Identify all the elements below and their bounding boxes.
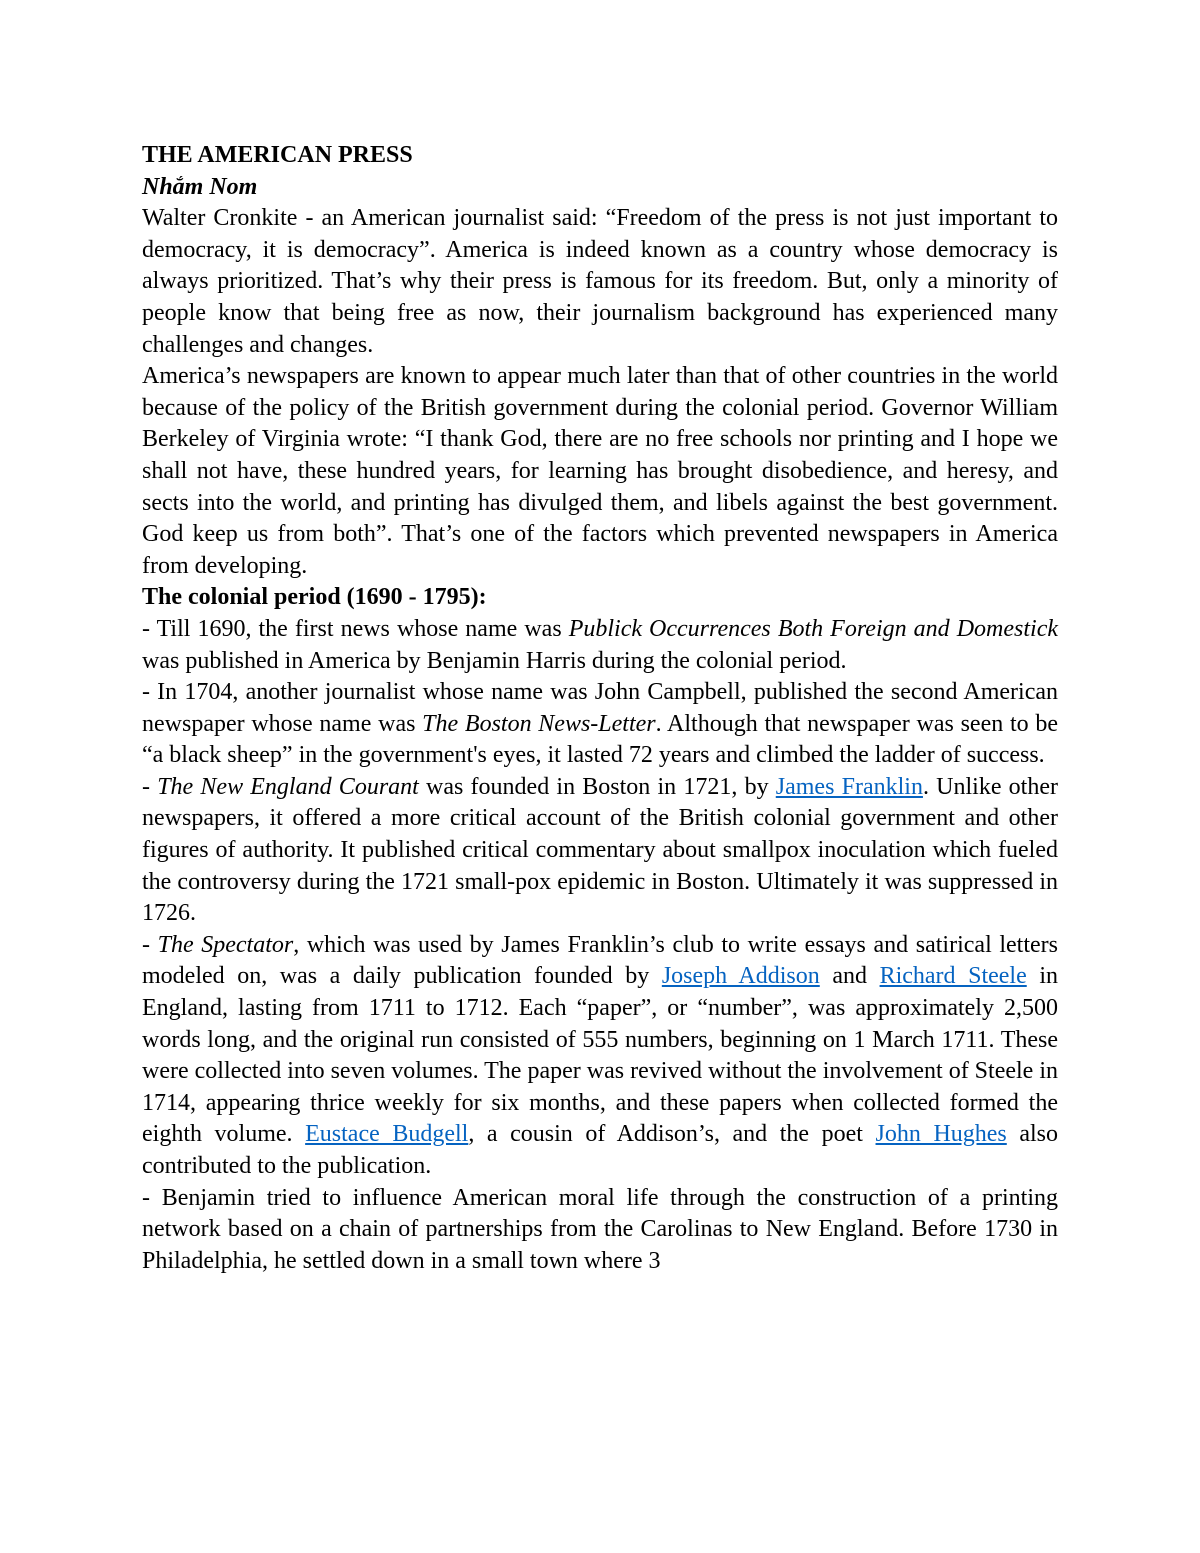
item-text: was published in America by Benjamin Harris during the colonial period. xyxy=(142,647,847,674)
newspaper-title: The Boston News-Letter xyxy=(422,710,656,737)
item-text: - xyxy=(142,931,158,958)
list-item-publick-occurrences xyxy=(142,614,1058,677)
item-text: - In 1704, another journalist whose name was John Campbell, published the second American newspaper whose name was xyxy=(142,679,1058,737)
link-richard-steele[interactable]: Richard Steele xyxy=(879,963,1027,990)
intro-paragraph: Walter Cronkite - an American journalist said: “Freedom of the press is not just important to democracy, it is democracy”. America is indeed known as a country whose democracy is always prioritized. That’s why their press is famous for its freedom. But, only a minority of people know that being free as now, their journalism background has experienced many challenges and changes. xyxy=(142,205,1058,358)
document-page xyxy=(142,140,1058,1277)
item-text: . Although that newspaper was seen to be “a black sheep” in the government's eyes, it lasted 72 years and climbed the ladder of success. xyxy=(142,710,1058,769)
item-text: - xyxy=(142,773,158,800)
item-text: was founded in Boston in 1721, by xyxy=(418,773,776,800)
list-item-benjamin: - Benjamin tried to influence American moral life through the construction of a printing network based on a chain of partnerships from the Carolinas to New England. Before 1730 in Philadelphia, he settled down in a small town where 3 xyxy=(142,1184,1058,1274)
link-joseph-addison[interactable]: Joseph Addison xyxy=(661,963,820,990)
list-item-spectator xyxy=(142,930,1058,1183)
link-james-franklin[interactable]: James Franklin xyxy=(775,773,923,800)
item-text: and xyxy=(819,963,880,990)
item-text: also contributed to the publication. xyxy=(142,1121,1059,1179)
section-heading: The colonial period (1690 - 1795): xyxy=(142,584,487,611)
link-john-hughes[interactable]: John Hughes xyxy=(875,1121,1007,1148)
link-eustace-budgell[interactable]: Eustace Budgell xyxy=(305,1121,469,1148)
item-text: , a cousin of Addison’s, and the poet xyxy=(468,1121,876,1148)
document-author: Nhắm Nom xyxy=(142,173,258,200)
list-item-new-england-courant xyxy=(142,772,1058,930)
item-text: , which was used by James Franklin’s club to write essays and satirical letters modeled on, was a daily publication founded by xyxy=(142,931,1058,990)
newspaper-title: The New England Courant xyxy=(157,773,419,800)
newspaper-title: The Spectator xyxy=(157,931,294,958)
item-text: . Unlike other newspapers, it offered a more critical account of the British colonial government and other figures of authority. It published critical commentary about smallpox inoculation which fueled the controversy during the 1721 small-pox epidemic in Boston. Ultimately it was suppressed in 1726. xyxy=(142,773,1058,927)
item-text: - Till 1690, the first news whose name was xyxy=(142,615,569,642)
item-text: in England, lasting from 1711 to 1712. Each “paper”, or “number”, was approximately 2,500 words long, and the original run consisted of 555 numbers, beginning on 1 March 1711. These were collected into seven volumes. The paper was revived without the involvement of Steele in 1714, appearing thrice weekly for six months, and these papers when collected formed the eighth volume. xyxy=(142,963,1058,1148)
document-title: THE AMERICAN PRESS xyxy=(142,142,413,168)
newspaper-title: Publick Occurrences Both Foreign and Domestick xyxy=(568,615,1058,642)
background-paragraph: America’s newspapers are known to appear much later than that of other countries in the world because of the policy of the British government during the colonial period. Governor William Berkeley of Virginia wrote: “I thank God, there are no free schools nor printing and I hope we shall not have, these hundred years, for learning has brought disobedience, and heresy, and sects into the world, and printing has divulged them, and libels against the best government. God keep us from both”. That’s one of the factors which prevented newspapers in America from developing. xyxy=(142,363,1058,579)
list-item-boston-news-letter xyxy=(142,677,1058,772)
